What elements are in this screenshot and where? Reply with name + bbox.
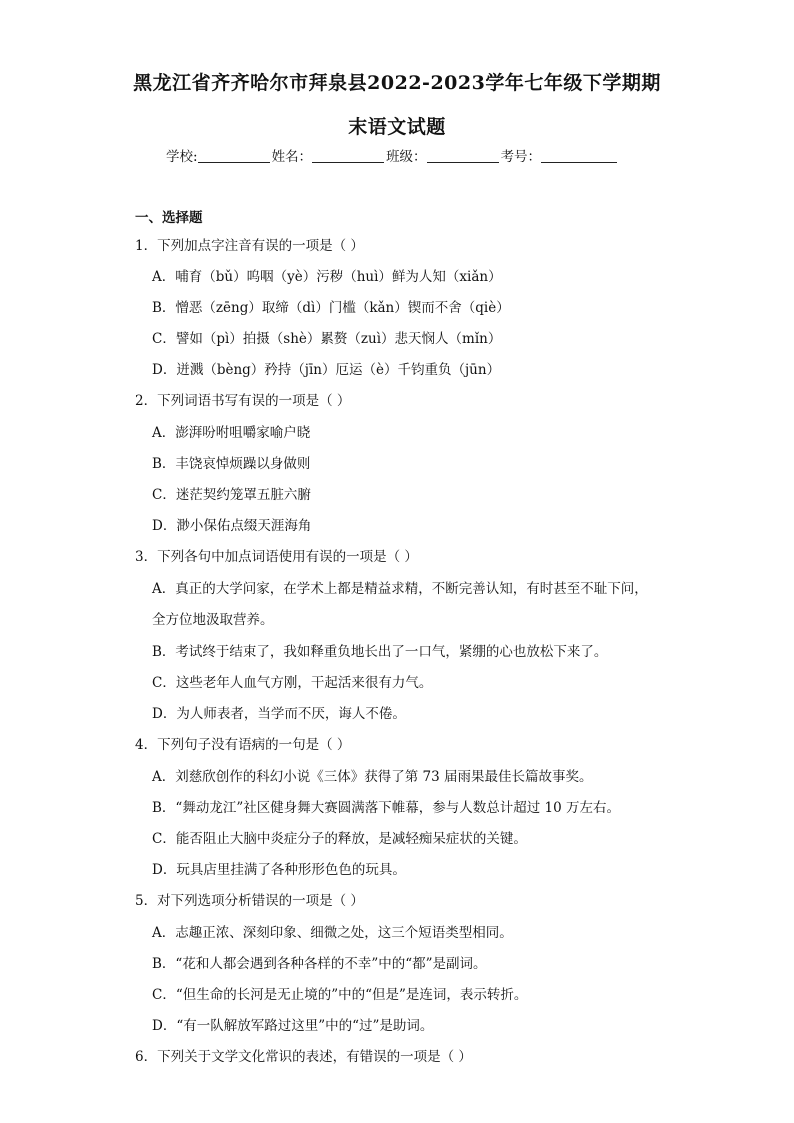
option-item: 家喻户晓	[256, 425, 311, 441]
question-4-option-b: B．“舞动龙江”社区健身舞大赛圆满落下帷幕，参与人数总计超过 10 万左右。	[152, 800, 620, 816]
question-6-stem: 6．下列关于文学文化常识的表述，有错误的一项是（ ）	[135, 1049, 472, 1065]
question-2-stem: 2．下列词语书写有误的一项是（ ）	[135, 393, 351, 409]
name-label: 姓名：	[271, 149, 313, 165]
question-3-option-d: D．为人师表者，当学而不厌，诲人不倦。	[152, 706, 406, 722]
option-item: A．澎湃	[152, 425, 203, 441]
question-2-option-a	[152, 421, 310, 441]
question-4-option-c: C．能否阻止大脑中炎症分子的释放，是减轻痴呆症状的关键。	[152, 831, 527, 847]
option-item: 拍摄（shè）	[242, 331, 321, 347]
question-2-option-b	[152, 452, 310, 472]
class-label: 班级：	[386, 149, 427, 165]
exam-number-label: 考号：	[500, 149, 542, 165]
option-item: 烦躁	[229, 456, 257, 472]
option-item: 累赘（zuì）	[320, 331, 395, 347]
option-item: 吩咐	[202, 425, 230, 441]
section-heading: 一、选择题	[135, 210, 203, 226]
student-info-row	[166, 145, 619, 165]
option-item: 咀嚼	[229, 425, 257, 441]
question-5-stem: 5．对下列选项分析错误的一项是（ ）	[135, 893, 364, 909]
option-item: B．憎恶（zēng）	[152, 300, 262, 316]
option-item: B．丰饶	[152, 456, 203, 472]
question-5-option-a: A．志趣正浓、深刻印象、细微之处，这三个短语类型相同。	[152, 925, 513, 941]
option-item: 千钧重负（jūn）	[397, 362, 501, 378]
question-5-option-c: C．“但生命的长河是无止境的”中的“但是”是连词，表示转折。	[152, 987, 528, 1003]
option-item: C．迷茫	[152, 487, 203, 503]
option-item: 鲜为人知（xiǎn）	[391, 269, 502, 285]
exam-number-blank[interactable]	[541, 148, 617, 163]
option-item: 保佑	[203, 518, 231, 534]
name-blank[interactable]	[312, 148, 384, 163]
question-1-option-d	[152, 358, 500, 378]
option-item: 哀悼	[202, 456, 230, 472]
question-2-option-d	[152, 514, 311, 534]
school-blank[interactable]	[198, 148, 270, 163]
question-1-option-c	[152, 327, 501, 347]
option-item: 污秽（huì）	[316, 269, 392, 285]
question-5-option-b: B．“花和人都会遇到各种各样的不幸”中的“都”是副词。	[152, 956, 487, 972]
option-item: 天涯海角	[257, 518, 312, 534]
question-5-option-d: D．“有一队解放军路过这里”中的“过”是助词。	[152, 1018, 434, 1034]
option-item: 呜咽（yè）	[246, 269, 317, 285]
question-3-option-a: A．真正的大学问家，在学术上都是精益求精，不断完善认知，有时甚至不耻下问，	[152, 581, 648, 597]
option-item: D．迸溅（bèng）	[152, 362, 265, 378]
option-item: 厄运（è）	[335, 362, 398, 378]
question-4-option-a: A．刘慈欣创作的科幻小说《三体》获得了第 73 届雨果最佳长篇故事奖。	[152, 769, 593, 785]
question-3-stem: 3．下列各句中加点词语使用有误的一项是（ ）	[135, 549, 418, 565]
option-item: 矜持（jīn）	[264, 362, 336, 378]
question-1-option-b	[152, 296, 510, 316]
option-item: 五脏六腑	[256, 487, 311, 503]
question-3-option-c: C．这些老年人血气方刚，干起活来很有力气。	[152, 675, 433, 691]
option-item: D．渺小	[152, 518, 204, 534]
option-item: 点缀	[230, 518, 258, 534]
class-blank[interactable]	[427, 148, 499, 163]
question-1-stem: 1．下列加点字注音有误的一项是（ ）	[135, 238, 364, 254]
option-item: 以身做则	[256, 456, 311, 472]
option-item: 契约	[202, 487, 230, 503]
option-item: 取缔（dì）	[261, 300, 329, 316]
option-item: A．哺育（bǔ）	[152, 269, 247, 285]
question-2-option-c	[152, 483, 311, 503]
question-1-option-a	[152, 265, 502, 285]
option-item: C．譬如（pì）	[152, 331, 243, 347]
option-item: 笼罩	[229, 487, 257, 503]
option-item: 悲天悯人（mǐn）	[394, 331, 502, 347]
question-4-option-d: D．玩具店里挂满了各种形形色色的玩具。	[152, 862, 406, 878]
school-label: 学校:	[166, 149, 198, 165]
option-item: 锲而不舍（qiè）	[407, 300, 510, 316]
option-item: 门槛（kǎn）	[328, 300, 408, 316]
question-3-option-b: B．考试终于结束了，我如释重负地长出了一口气，紧绷的心也放松下来了。	[152, 644, 608, 660]
document-title-line-2: 末语文试题	[348, 116, 446, 138]
question-4-stem: 4．下列句子没有语病的一句是（ ）	[135, 737, 351, 753]
document-title-line-1: 黑龙江省齐齐哈尔市拜泉县2022-2023学年七年级下学期期	[133, 72, 661, 94]
question-3-option-a-continued: 全方位地汲取营养。	[152, 612, 274, 628]
